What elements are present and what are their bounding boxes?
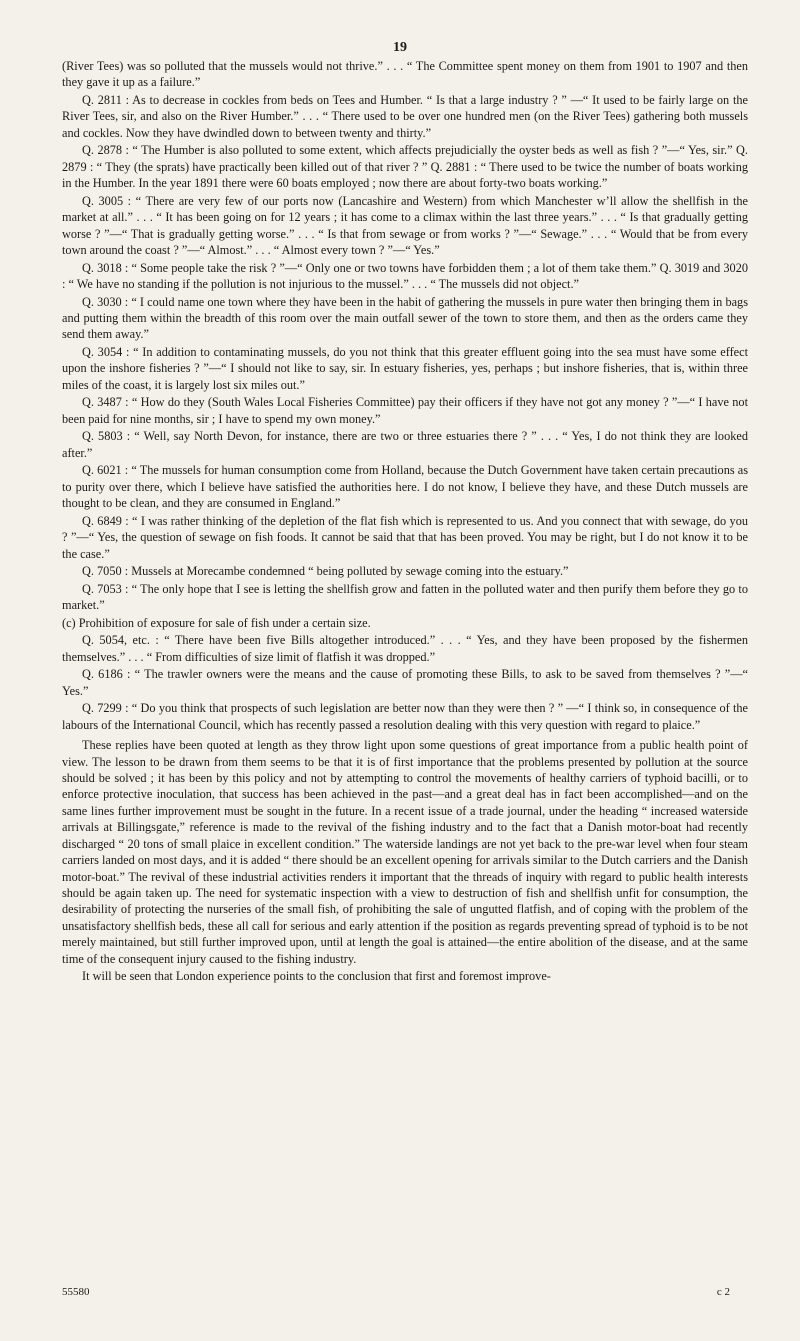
paragraph: Q. 7050 : Mussels at Morecambe condemned “ being polluted by sewage coming into the estuary.” (82, 564, 569, 579)
paragraph: Q. 3030 : “ I could name one town where they have been in the habit of gathering the mussels in pure water then bringing them in bags and putting them within the breadth of this room over the main outfall sewer of the town to store them, and then as the orders came they send them away.” (62, 294, 748, 342)
paragraph: Q. 3054 : “ In addition to contaminating mussels, do you not think that this greater effluent going into the sea must have some effect upon the inshore fisheries ? ”—“ I should not like to say, sir. In estuary fisheries, yes, perhaps ; but inshore fisheries, that is, within three miles of the coast, it is largely lost six miles out.” (62, 345, 748, 392)
paragraph: Q. 7299 : “ Do you think that prospects of such legislation are better now than they were then ? ” —“ I think so, in consequence of the labours of the International Council, which has recently passed a resolution dealing with this very question with regard to plaice.” (62, 701, 748, 732)
paragraph: Q. 3487 : “ How do they (South Wales Local Fisheries Committee) pay their officers if they have not got any money ? ”—“ I have not been paid for nine months, sir ; I have to spend my own money.” (62, 395, 748, 426)
paragraph: Q. 3005 : “ There are very few of our ports now (Lancashire and Western) from which Manchester w’ll allow the shellfish in the market at all.” . . . “ It has been going on for 12 years ; it has come to a climax within the last three years.” . . . “ Is that gradually getting worse ? ”—“ That is gradually getting worse.” . . . “ Is that from sewage or from works ? ”—“ Sewage.” . . . “ Would that be from every town around the coast ? ”—“ Almost.” . . . “ Almost every town ? ”—“ Yes.” (62, 193, 748, 258)
page-footer (62, 1286, 730, 1298)
paragraph: It will be seen that London experience points to the conclusion that first and foremost improve- (82, 969, 551, 984)
paragraph: Q. 2811 : As to decrease in cockles from beds on Tees and Humber. “ Is that a large industry ? ” —“ It used to be fairly large on the River Tees, sir, and also on the River Humber.” . . . “ There used to be over one hundred men (on the River Tees) gathering both mussels and cockles. Now they have dwindled down to between twenty and thirty.” (62, 93, 748, 140)
signature-mark: c 2 (716, 1286, 730, 1298)
paragraph: (River Tees) was so polluted that the mussels would not thrive.” . . . “ The Committee spent money on them from 1901 to 1907 and then they gave it up as a failure.” (62, 59, 748, 90)
paragraph: Q. 6849 : “ I was rather thinking of the depletion of the flat fish which is represented to us. And you connect that with sewage, do you ? ”—“ Yes, the question of sewage on fish foods. It cannot be said that that has been proved. You may be right, but I do not know it to be the case.” (62, 513, 748, 561)
section-heading: (c) Prohibition of exposure for sale of fish under a certain size. (62, 615, 371, 630)
paragraph: Q. 5054, etc. : “ There have been five Bills altogether introduced.” . . . “ Yes, and they have been proposed by the fishermen themselves.” . . . “ From difficulties of size limit of flatfish it was dropped.” (62, 633, 748, 664)
paragraph: Q. 6021 : “ The mussels for human consumption come from Holland, because the Dutch Government have taken certain precautions as to purity over there, which I believe have satisfied the authorities here. I do not know, I believe they have, and these Dutch mussels are thought to be clean, and they are consumed in England.” (62, 463, 748, 511)
printer-code: 55580 (62, 1286, 90, 1298)
paragraph: These replies have been quoted at length as they throw light upon some questions of great importance from a public health point of view. The lesson to be drawn from them seems to be that it is of first importance that the problems presented by pollution at the source should be solved ; it has been by this policy and not by attempting to control the movements of healthy carriers of typhoid bacilli, or to enforce protective inoculation, that success has been achieved in the past—and a great deal has in fact been accomplished—and on the same lines further improvement must be sought in the future. In a recent issue of a trade journal, under the heading “ increased waterside arrivals at Billingsgate,” reference is made to the revival of the fishing industry and to the fact that a Danish motor-boat had recently discharged “ 20 tons of small plaice in excellent condition.” The waterside landings are not yet back to the pre-war level when four steam carriers landed on most days, and it is added “ there should be an excellent opening for arrivals similar to the Dutch carriers and the Danish motor-boat.” The revival of these industrial activities renders it important that the threads of inquiry with regard to public health interests should be again taken up. The need for systematic inspection with a view to destruction of fish and shellfish unfit for consumption, the desirability of protecting the nurseries of the small fish, of prohibiting the sale of ungutted flatfish, and of coping with the problem of the unsatisfactory shellfish beds, these all call for serious and early attention if the position as regards preventing spread of typhoid is to be not merely maintained, but still further improved upon, until at length the goal is attained—the entire abolition of the disease, and at the same time of the consequent injury caused to the fishing industry. (62, 738, 748, 966)
body-text (62, 58, 748, 985)
paragraph: Q. 6186 : “ The trawler owners were the means and the cause of promoting these Bills, to ask to be saved from themselves ? ”—“ Yes.” (62, 667, 748, 698)
paragraph: Q. 5803 : “ Well, say North Devon, for instance, there are two or three estuaries there ? ” . . . “ Yes, I do not think they are looked after.” (62, 429, 748, 460)
paragraph: Q. 2878 : “ The Humber is also polluted to some extent, which affects prejudicially the oyster beds as well as fish ? ”—“ Yes, sir.” Q. 2879 : “ They (the sprats) have practically been killed out of that river ? ” Q. 2881 : “ There used to be twice the number of boats working in the Humber. In the year 1891 there were 60 boats employed ; now there are about forty-two boats working.” (62, 143, 748, 191)
page-number: 19 (393, 40, 407, 55)
paragraph: Q. 3018 : “ Some people take the risk ? ”—“ Only one or two towns have forbidden them ; a lot of them take them.” Q. 3019 and 3020 : “ We have no standing if the pollution is not injurious to the mussel.” . . . “ The mussels did not object.” (62, 260, 748, 292)
paragraph: Q. 7053 : “ The only hope that I see is letting the shellfish grow and fatten in the polluted water and then purify them before they go to market.” (62, 581, 748, 613)
